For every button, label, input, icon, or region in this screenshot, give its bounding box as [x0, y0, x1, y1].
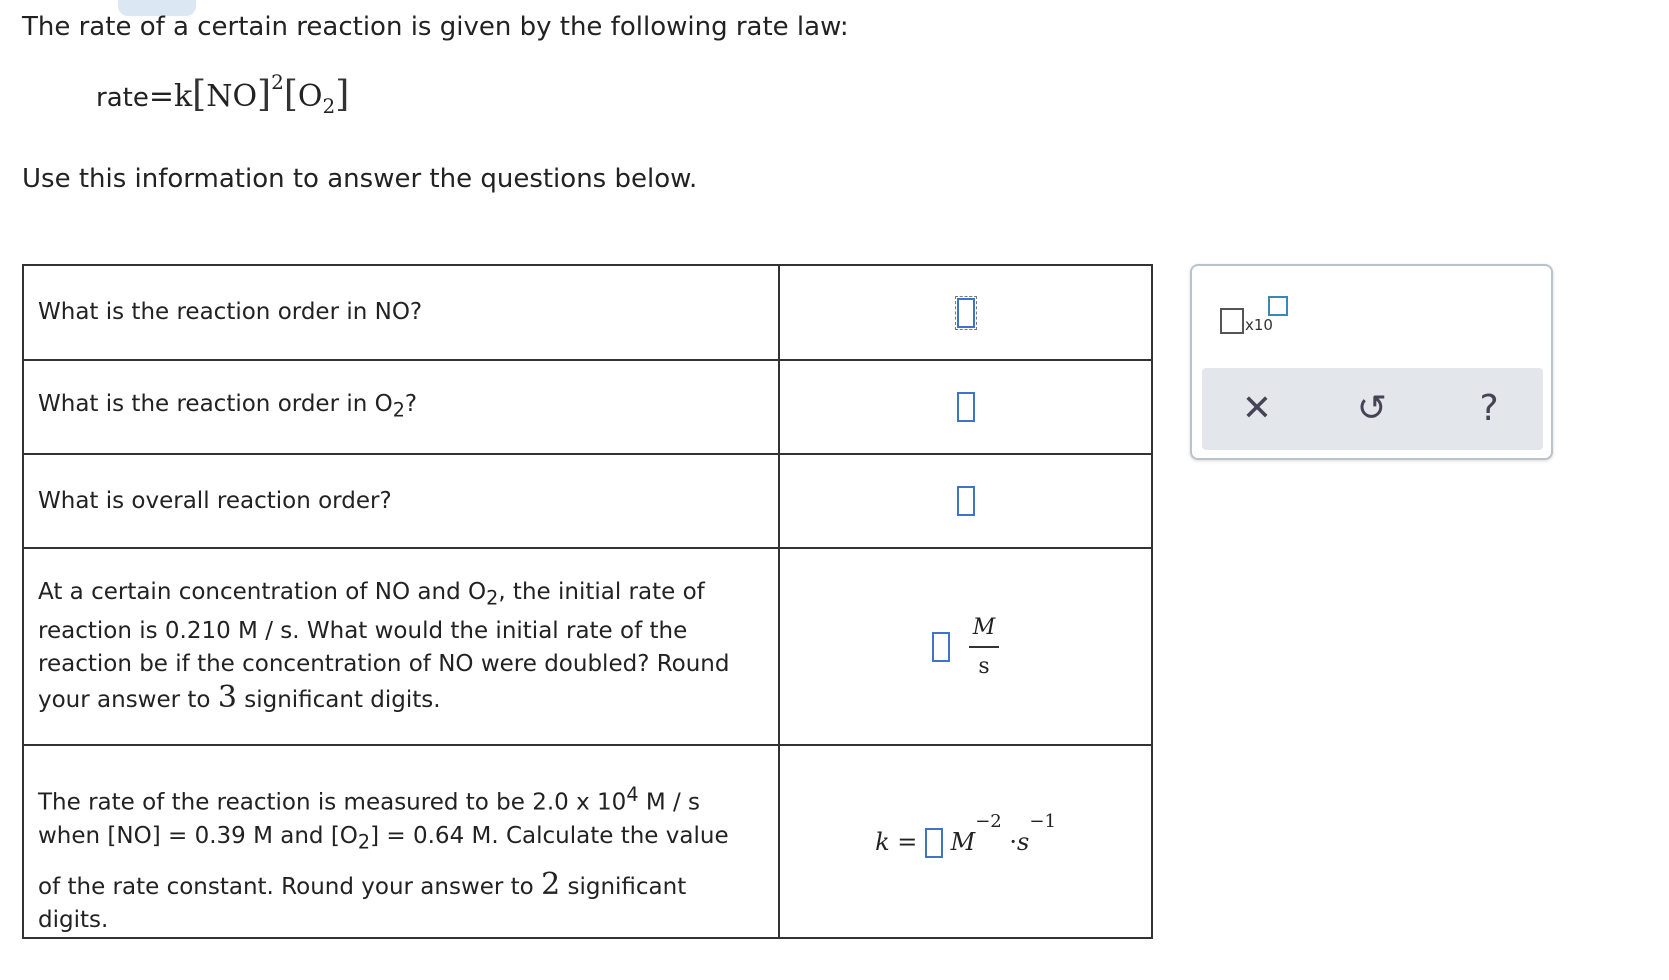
- use-info-text: Use this information to answer the questions below.: [22, 164, 698, 194]
- question-3: What is overall reaction order?: [23, 454, 779, 548]
- undo-button[interactable]: [1347, 386, 1397, 432]
- intro-text: The rate of a certain reaction is given by the following rate law:: [22, 12, 849, 42]
- answer-3-cell: [779, 454, 1152, 548]
- answer-1-cell: [779, 265, 1152, 360]
- answer-4-cell: [779, 548, 1152, 745]
- exponent-box-icon: [1268, 296, 1288, 316]
- question-5: The rate of the reaction is measured to be 2.0 x $10^4$ M / s when [NO] = 0.39 M and $[O_2] = 0.64$ M. Calculate the value of the rate constant. Round your answer to 2 significant digits.: [23, 745, 779, 938]
- rate-constant-expression: $k = M^{-2} \cdot s^{-1}$: [875, 828, 1056, 856]
- question-1: What is the reaction order in NO?: [23, 265, 779, 360]
- rate-constant: k: [173, 79, 193, 114]
- answer-2-cell: [779, 360, 1152, 454]
- answer-4-input[interactable]: [932, 632, 950, 662]
- question-2: What is the reaction order in $O_2$?: [23, 360, 779, 454]
- rate-label: rate: [96, 83, 149, 113]
- close-icon: ✕: [1241, 388, 1273, 429]
- base-box-icon: [1220, 308, 1244, 334]
- tool-action-bar: [1202, 368, 1543, 450]
- question-row: [23, 745, 1152, 938]
- undo-icon: ↺: [1356, 388, 1388, 429]
- answer-5-cell: [779, 745, 1152, 938]
- question-row: [23, 360, 1152, 454]
- question-4: At a certain concentration of NO and $O_2$, the initial rate of reaction is 0.210 M / s. What would the initial rate of the reaction be if the concentration of NO were doubled? Round your answer to 3 significant digits.: [23, 548, 779, 745]
- species-no: NO: [206, 79, 258, 114]
- species-o2: O: [297, 79, 323, 114]
- equals-sign: =: [148, 79, 174, 114]
- question-row: [23, 454, 1152, 548]
- o2-subscript: 2: [322, 94, 336, 118]
- question-row: [23, 548, 1152, 745]
- answer-1-input[interactable]: [957, 298, 975, 328]
- math-tool-panel: [1190, 264, 1553, 460]
- answer-3-input[interactable]: [957, 486, 975, 516]
- clear-button[interactable]: [1232, 386, 1282, 432]
- scientific-notation-button[interactable]: x10: [1220, 296, 1290, 340]
- no-exponent: 2: [271, 70, 284, 94]
- help-icon: ?: [1479, 388, 1499, 429]
- answer-5-input[interactable]: [925, 828, 943, 858]
- help-button[interactable]: [1464, 386, 1514, 432]
- question-row: [23, 265, 1152, 360]
- question-table: [22, 264, 1153, 939]
- answer-2-input[interactable]: [957, 392, 975, 422]
- rate-law: $rate=k[NO]^2[O_2]$: [96, 70, 350, 118]
- rate-unit-fraction: $\frac{M}{s}$: [969, 615, 1000, 679]
